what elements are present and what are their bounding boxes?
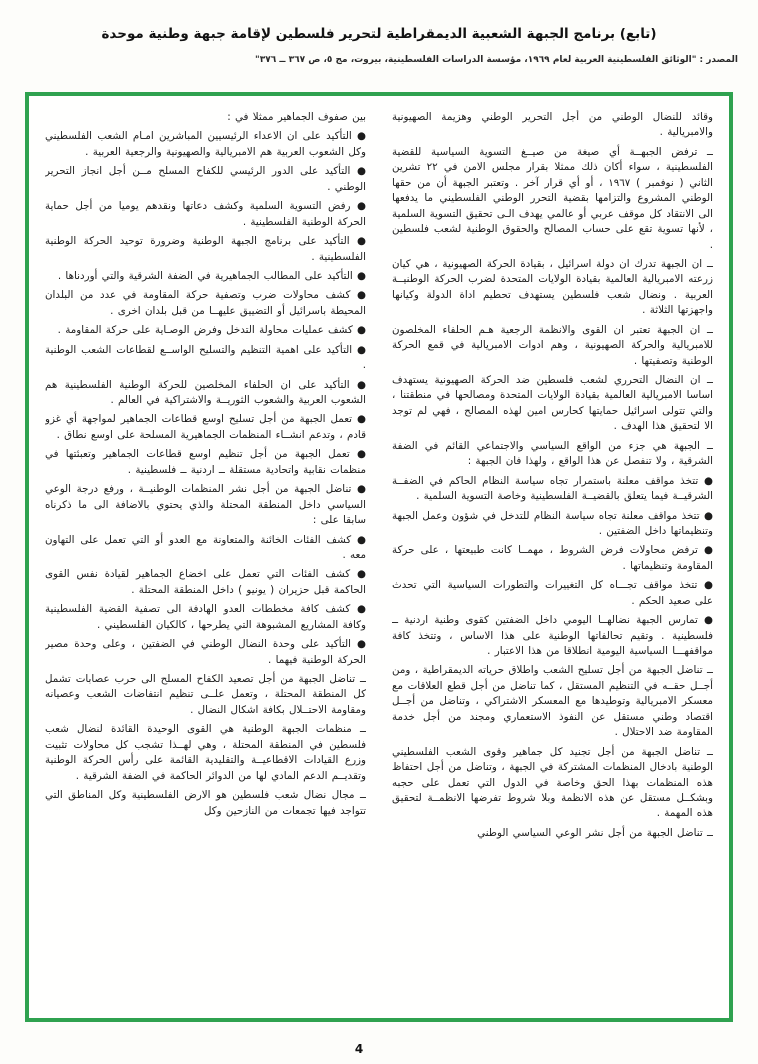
paragraph: ● ترفض محاولات فرض الشروط ، مهمــا كانت طبيعتها ، على حركة المقاومة وتنظيماتها .: [392, 544, 713, 572]
paragraph: ● التأكيد على الدور الرئيسي للكفاح المسلح مــن أجل انجاز التحرير الوطني .: [45, 165, 366, 193]
paragraph: ● التأكيد على ان الاعداء الرئيسيين المباشرين امـام الشعب الفلسطيني وكل الشعوب العربية هم الامبريالية والصهيونية والرجعية العربية .: [45, 130, 366, 158]
paragraph: ● التأكيد على المطالب الجماهيرية في الضفة الشرقية والتي أوردناها .: [57, 269, 366, 282]
paragraph: ــ ان الجبهة تعتبر ان القوى والانظمة الرجعية هـم الحلفاء المخلصون للامبريالية والحركة الصهيونية ، وهم ادوات الامبريالية في قمع الحركة الوطنية وتصفيتها .: [392, 323, 713, 367]
paragraph: ● التأكيد على وحدة النضال الوطني في الضفتين ، وعلى وحدة مصير الحركة الوطنية فيهما .: [45, 638, 366, 666]
paragraph: ● تتخذ مواقف معلنة تجاه سياسة النظام للتدخل في شؤون وعمل الجبهة وتنظيماتها داخل الضفتين .: [392, 509, 713, 537]
paragraph: ● تعمل الجبهة من أجل تنظيم اوسع قطاعات الجماهير وتعبئتها في منظمات نقابية واتحادية مستقلة ــ اردنية ــ فلسطينية .: [45, 448, 366, 476]
paragraph: ● كشف الفئات الخائنة والمتعاونة مع العدو أو التي تعمل على التهاون معه .: [45, 533, 366, 561]
paragraph: ● كشف عمليات محاولة التدخل وفرض الوصـاية على حركة المقاومة .: [57, 324, 366, 337]
paragraph: ● التأكيد على برنامج الجبهة الوطنية وضرورة توحيد الحركة الوطنية الفلسطينية .: [45, 235, 366, 263]
paragraph: ــ ان النضال التحرري لشعب فلسطين ضد الحركة الصهيونية يستهدف اساسا الامبريالية العالمية بقيادة الولايات المتحدة ومصالحها في منطقتنا ، والتي تتولى اسرائيل حمايتها كحارس امين لهذه المصالح ، فهي لم توجد الا لتحقيق هذا الهدف .: [392, 374, 713, 433]
content-frame: [25, 92, 733, 1022]
source-line: المصدر : "الوثائق الفلسطينية العربية لعام ١٩٦٩، مؤسسة الدراسات الفلسطينية، بيروت، مج ٥، ص ٣٦٧ ــ ٣٧٦": [255, 55, 738, 65]
paragraph: ● كشف الفئات التي تعمل على اخضاع الجماهير لقيادة نفس القوى الحاكمة قبل حزيران ( يونيو ) داخل المنطقة المحتلة .: [45, 568, 366, 596]
paragraph: ● كشف محاولات ضرب وتصفية حركة المقاومة في عدد من البلدان المحيطة باسرائيل أو التضييق عليهــا من قبل بلدان اخرى .: [45, 289, 366, 317]
paragraph: ● التأكيد على ان الحلفاء المخلصين للحركة الوطنية الفلسطينية هم الشعوب العربية والشعوب الثوريــة والاشتراكية في العالم .: [45, 378, 366, 406]
paragraph: ● تتخذ مواقف معلنة باستمرار تجاه سياسة النظام الحاكم في الضفــة الشرقيــة فيما يتعلق بالقضيــة الفلسطينية وخاصة التسوية السلمية .: [392, 474, 713, 503]
paragraph: ــ منظمات الجبهة الوطنية هي القوى الوحيدة القائدة لنضال شعب فلسطين في المنطقة المحتلة ، وهي لهــذا تشجب كل محاولات تثبيت وزرع القيادات الاقطاعيــة والتقليدية القائمة على رأس الحركة الوطنية وتقديــم الدعم المادي لها من الدوائر الحاكمة في الضفة الشرقية .: [45, 723, 366, 782]
paragraph: ● رفض التسوية السلمية وكشف دعاتها ونقدهم يوميا من أجل حماية الحركة الوطنية الفلسطينية .: [45, 200, 366, 228]
paragraph: بين صفوف الجماهير ممثلا في :: [227, 111, 366, 123]
paragraph: ــ ان الجبهة تدرك ان دولة اسرائيل ، بقيادة الحركة الصهيونية ، هي كيان زرعته الامبريالية العالمية بقيادة الولايات المتحدة لضرب الحركة الوطنيــة العربية . ونضال شعب فلسطين يستهدف تحطيم اداة الدولة وكيانها واجهزتها الثلاثة .: [392, 257, 713, 317]
page-title: (تابع) برنامج الجبهة الشعبية الديمقراطية لتحرير فلسطين لإقامة جبهة وطنية موحدة: [101, 26, 657, 42]
page-number: 4: [354, 1042, 364, 1056]
paragraph: ــ تناضل الجبهة من أجل تجنيد كل جماهير وقوى الشعب الفلسطيني الوطنية بادخال المنظمات المشتركة في الجبهة ، وتناضل من أجل احتفاظ هذه المنظمات بهذا الحق وخاصة في الدول التي تعمل على حجبه وبشكــل مستقل عن هذه الانظمة وبلا شروط تفرضها الانظمــة لتحقيق هذه المهمة .: [392, 745, 713, 820]
paragraph: ــ ترفض الجبهــة أي صيغة من صيــغ التسوية السياسية للقضية الفلسطينية ، سواء أكان ذلك ممثلا بقرار مجلس الامن في ٢٢ تشرين الثاني ( نوفمبر ) ١٩٦٧ ، أو أي قرار آخر . وتعتبر الجبهة أن من حقها الوطني المشروع والتزامها بقضية التحرر الوطني الفلسطيني ما يدفعها الى الانتقاد كل موقف عربي أو عالمي يهدف الـى تحقيق التسوية السلمية ، لأنها تسوية تقع على حساب المصالح والحقوق الوطنية لشعب فلسطين .: [392, 145, 713, 251]
column-right: [392, 110, 713, 1004]
paragraph: ــ مجال نضال شعب فلسطين هو الارض الفلسطينية وكل المناطق التي تتواجد فيها تجمعات من النازحين وكل: [45, 789, 366, 817]
paragraph: وقائد للنضال الوطني من أجل التحرير الوطني وهزيمة الصهيونية والامبريالية .: [392, 111, 713, 139]
paragraph: ــ تناضل الجبهة من أجل نشر الوعي السياسي الوطني: [477, 826, 713, 839]
column-left: [45, 110, 366, 1004]
paragraph: ● كشف كافة مخططات العدو الهادفة الى تصفية القضية الفلسطينية وكافة المشاريع المشبوهة التي يطرحها ، كالكيان الفلسطيني .: [45, 603, 366, 631]
paragraph: ــ تناضل الجبهة من أجل تسليح الشعب واطلاق حرياته الديمقراطية ، ومن أجــل حقــه في التنظيم المستقل ، كما تناضل من أجل قطع العلاقات مع معسكر الامبريالية وتوطيدها مع المعسكر الاشتراكي ، وتناضل من أجــل اقتصاد وطني مستقل عن النفوذ الاستعماري ومجند من أجل خدمة المقاومة ضد الاحتلال .: [392, 664, 713, 739]
paragraph: ● تمارس الجبهة نضالهــا اليومي داخل الضفتين كقوى وطنية اردنية ــ فلسطينية . وتقيم تحالفاتها الوطنية على هذا الاساس ، وتتخذ كافة مواقفهـــا السياسية اليومية انطلاقا من هذا الاعتبار .: [392, 614, 713, 657]
text-columns: [45, 110, 713, 1004]
paragraph: ● تتخذ مواقف تجـــاه كل التغييرات والتطورات السياسية التي تحدث على صعيد الحكم .: [392, 579, 713, 607]
paragraph: ● تناضل الجبهة من أجل نشر المنظمات الوطنيــة ، ورفع درجة الوعي السياسي داخل المنطقة المحتلة والذي يحتوي بالاضافة الى ما ذكرناه سابقا على :: [45, 483, 366, 527]
paragraph: ● تعمل الجبهة من أجل تسليح اوسع قطاعات الجماهير لمواجهة أي غزو قادم ، وتدعم انشــاء المنظمات الجماهيرية المسلحة على اوسع نطاق .: [45, 413, 366, 441]
paragraph: ــ تناضل الجبهة من أجل تصعيد الكفاح المسلح الى حرب عصابات تشمل كل المنطقة المحتلة ، وتعمل علــى تنظيم انتفاضات الشعب وعصيانه ومقاومة الاحتــلال بكافة اشكال النضال .: [45, 673, 366, 716]
paragraph: ● التأكيد على اهمية التنظيم والتسليح الواســع لقطاعات الشعب الوطنية .: [45, 343, 366, 372]
paragraph: ــ الجبهة هي جزء من الواقع السياسي والاجتماعي القائم في الضفة الشرقية ، ولا تنفصل عن هذا الواقع ، ولهذا فان الجبهة :: [392, 439, 713, 468]
